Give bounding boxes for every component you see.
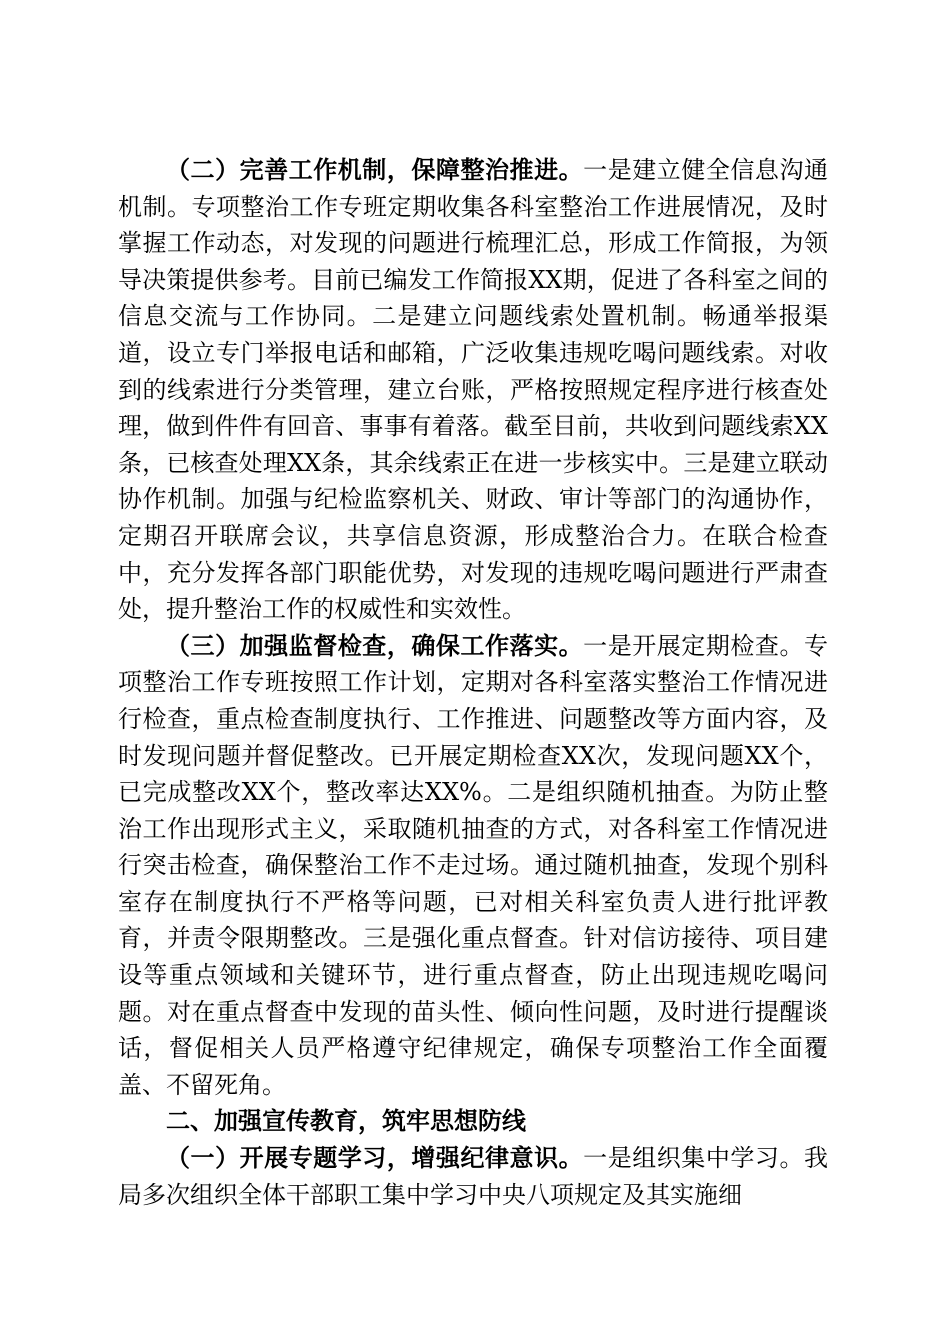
document-page: [118, 152, 828, 1213]
paragraph-body: 一是建立健全信息沟通机制。专项整治工作专班定期收集各科室整治工作进展情况，及时掌握工作动态，对发现的问题进行梳理汇总，形成工作简报，为领导决策提供参考。目前已编发工作简报XX期，促进了各科室之间的信息交流与工作协同。二是建立问题线索处置机制。畅通举报渠道，设立专门举报电话和邮箱，广泛收集违规吃喝问题线索。对收到的线索进行分类管理，建立台账，严格按照规定程序进行核查处理，做到件件有回音、事事有着落。截至目前，共收到问题线索XX条，已核查处理XX条，其余线索正在进一步核实中。三是建立联动协作机制。加强与纪检监察机关、财政、审计等部门的沟通协作，定期召开联席会议，共享信息资源，形成整治合力。在联合检查中，充分发挥各部门职能优势，对发现的违规吃喝问题进行严肃查处，提升整治工作的权威性和实效性。: [118, 156, 829, 624]
paragraph-body: 一是组织集中学习。我局多次组织全体干部职工集中学习中央八项规定及其实施细: [118, 1144, 829, 1209]
paragraph-body: 一是开展定期检查。专项整治工作专班按照工作计划，定期对各科室落实整治工作情况进行检查，重点检查制度执行、工作推进、问题整改等方面内容，及时发现问题并督促整改。已开展定期检查XX次，发现问题XX个，已完成整改XX个，整改率达XX%。二是组织随机抽查。为防止整治工作出现形式主义，采取随机抽查的方式，对各科室工作情况进行突击检查，确保整治工作不走过场。通过随机抽查，发现个别科室存在制度执行不严格等问题，已对相关科室负责人进行批评教育，并责令限期整改。三是强化重点督查。针对信访接待、项目建设等重点领域和关键环节，进行重点督查，防止出现违规吃喝问题。对在重点督查中发现的苗头性、倾向性问题，及时进行提醒谈话，督促相关人员严格遵守纪律规定，确保专项整治工作全面覆盖、不留死角。: [118, 631, 829, 1099]
paragraph-thematic-study: [118, 1140, 828, 1213]
paragraph-lead: （三）加强监督检查，确保工作落实。: [166, 630, 584, 660]
paragraph-lead: （一）开展专题学习，增强纪律意识。: [166, 1143, 584, 1173]
paragraph-work-mechanism: [118, 152, 828, 628]
paragraph-lead: （二）完善工作机制，保障整治推进。: [166, 155, 584, 184]
paragraph-supervision-inspection: [118, 628, 828, 1104]
section-heading: 二、加强宣传教育，筑牢思想防线: [166, 1107, 526, 1136]
